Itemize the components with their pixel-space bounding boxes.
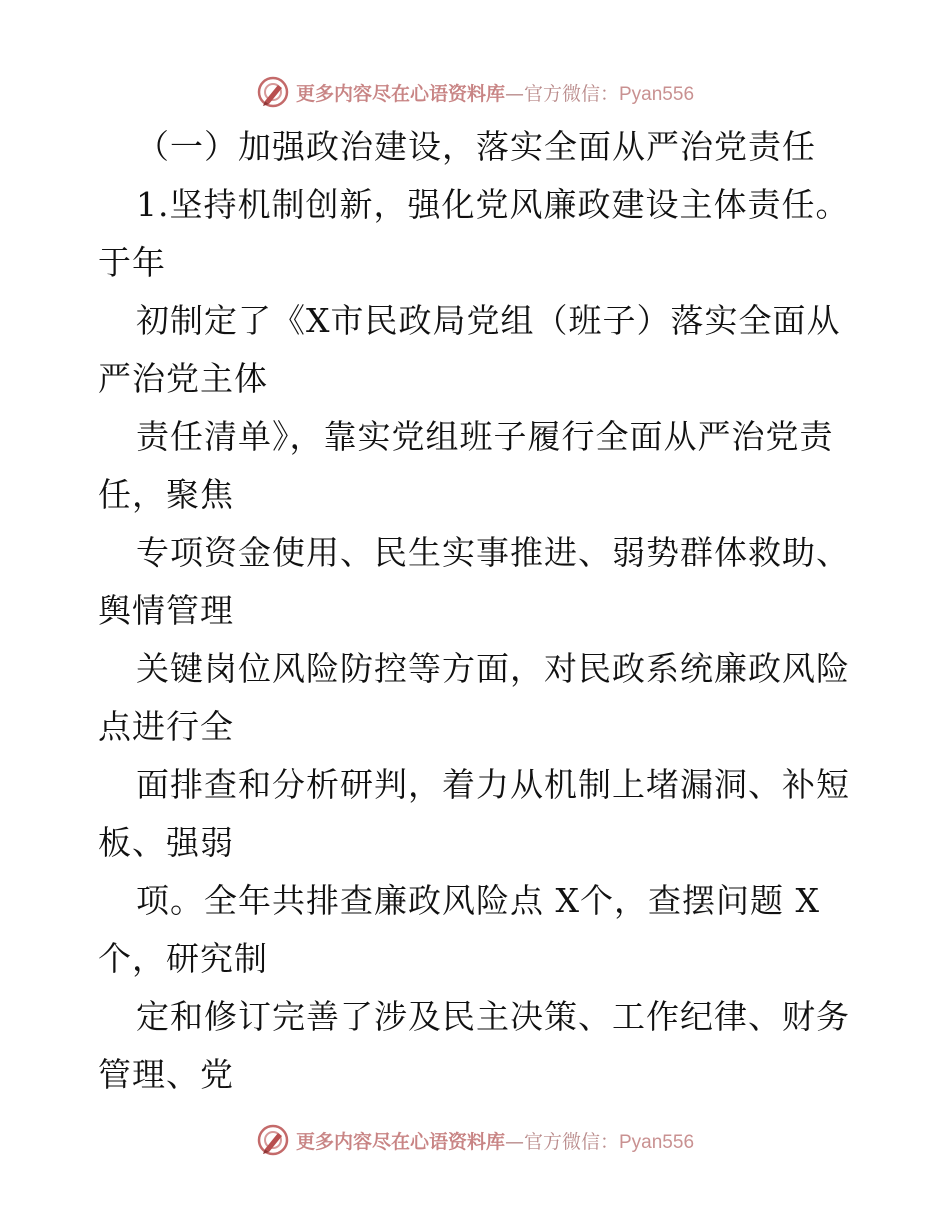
text-line: 责任清单》，靠实党组班子履行全面从严治党责 <box>136 417 834 456</box>
text-line: 管理、党 <box>98 1055 234 1094</box>
watermark-wechat-id: Pyan556 <box>619 1131 695 1153</box>
watermark-brand: 更多内容尽在心语资料库 <box>295 82 505 105</box>
pen-logo-icon <box>256 1123 290 1157</box>
header-watermark <box>0 72 950 112</box>
watermark-brand: 更多内容尽在心语资料库 <box>295 1130 505 1153</box>
text-line: 专项资金使用、民生实事推进、弱势群体救助、 <box>136 533 850 572</box>
text-line: （一）加强政治建设，落实全面从严治党责任 <box>136 127 816 166</box>
text-line: 项。全年共排查廉政风险点 X个，查摆问题 X <box>136 881 820 920</box>
text-line: 初制定了《X市民政局党组（班子）落实全面从 <box>136 301 841 340</box>
watermark-separator: — <box>504 82 524 105</box>
watermark-separator: — <box>504 1130 524 1153</box>
text-line: 1.坚持机制创新，强化党风廉政建设主体责任。 <box>136 185 850 224</box>
text-line: 个，研究制 <box>98 939 268 978</box>
text-line: 于年 <box>98 243 166 282</box>
text-line: 板、强弱 <box>98 823 234 862</box>
footer-watermark <box>0 1120 950 1160</box>
pen-logo-icon <box>256 75 290 109</box>
watermark-wechat-label: 官方微信： <box>523 1130 619 1153</box>
text-line: 定和修订完善了涉及民主决策、工作纪律、财务 <box>136 997 850 1036</box>
watermark-wechat-id: Pyan556 <box>619 83 695 105</box>
document-body <box>98 118 868 1104</box>
text-line: 严治党主体 <box>98 359 268 398</box>
watermark-wechat-label: 官方微信： <box>523 82 619 105</box>
text-line: 任，聚焦 <box>98 475 234 514</box>
text-line: 舆情管理 <box>98 591 234 630</box>
text-line: 面排查和分析研判，着力从机制上堵漏洞、补短 <box>136 765 850 804</box>
text-line: 点进行全 <box>98 707 234 746</box>
text-line: 关键岗位风险防控等方面，对民政系统廉政风险 <box>136 649 850 688</box>
